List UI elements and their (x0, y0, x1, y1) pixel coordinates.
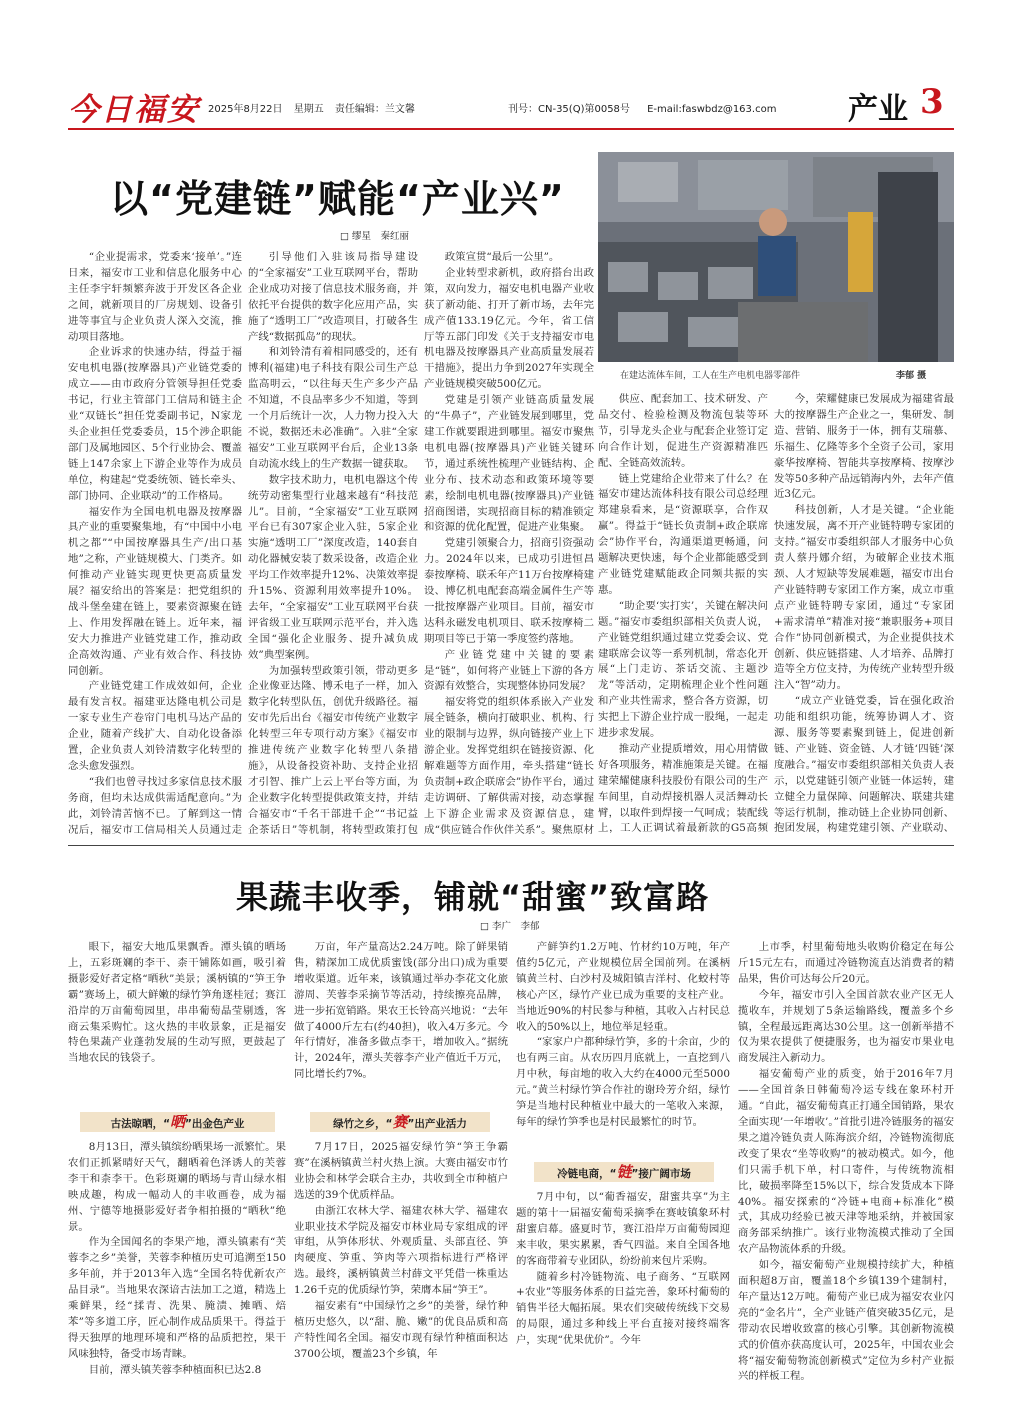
article2-column-3a (516, 940, 730, 1155)
paragraph: 福安素有“中国绿竹之乡”的美誉，绿竹种植历史悠久，以“甜、脆、嫩”的优良品质和高产特性闻名全国。福安市现有绿竹种植面积达3700公顷，覆盖23个乡镇，年 (294, 1300, 508, 1360)
article2-column-1a (68, 940, 286, 1100)
article1-column-2 (248, 250, 418, 835)
masthead-rule (68, 128, 954, 130)
paragraph: “助企要‘实打实’，关键在解决问题。”福安市委组织部相关负责人说，产业链党组织通过建立党委会议、党建联席会议等一系列机制，常态化开展“上门走访、茶话交流、主题沙龙”等活动，定期梳理企业个性问题和产业共性需求，整合各方资源，切实把上下游企业拧成一股绳，一起走进步求发展。 (598, 599, 768, 740)
article-divider (68, 845, 954, 846)
paragraph: 目前，潭头镇芙蓉李种植面积已达2.8 (88, 1363, 262, 1376)
subhead-key-char: 链 (616, 1163, 632, 1181)
article1-column-1 (68, 250, 242, 835)
paragraph: 随着乡村冷链物流、电子商务、“互联网+农业”等服务体系的日益完善，象环村葡萄的销售半径大幅拓展。果农们突破传统线下交易的局限，通过多种线上平台直接对接终端客户，实现“优果优价”。今年 (516, 1270, 730, 1347)
paragraph: 7月中旬，以“葡香福安，甜蜜共享”为主题的第十一届福安葡萄采摘季在赛岐镇象环村甜蜜启幕。盛夏时节，赛江沿岸万亩葡萄园迎来丰收，果实累累，香气四溢。来自全国各地的客商带着专业团队，纷纷前来包片采购。 (516, 1191, 730, 1267)
paragraph: “企业提需求，党委来‘接单’。”连日来，福安市工业和信息化服务中心主任李宇轩频繁奔波于开发区各企业之间，就新项目的厂房规划、设备引进等事宜与企业负责人深入交流，推动项目落地。 (68, 251, 242, 343)
paragraph: 和刘铃清有着相同感受的，还有博利(福建)电子科技有限公司生产总监高明云，“以往每天生产多少产品不知道，不良品率多少不知道，等到一个月后统计一次，人力物力投入大不说，数据还未必准确”。入驻“全家福安”工业互联网平台后，企业13条自动流水线上的生产数据一键获取。 (248, 346, 418, 470)
paragraph: 供应、配套加工、技术研发、产品交付、检验检测及物流包装等环节，引导龙头企业与配套企业签订定向合作计划，促进生产资源精准匹配、全链高效流转。 (598, 393, 768, 469)
paragraph: 企业诉求的快速办结，得益于福安电机电器(按摩器具)产业链党委的成立——由市政府分管领导担任党委书记，行业主管部门工信局和链主企业“双链长”担任党委副书记，N家龙头企业担任党委委员，15个涉企职能部门及属地园区、5个行业协会、覆盖链上147余家上下游企业等作为成员单位，构建起“党委统领、链长牵头、部门协同、企业联动”的工作格局。 (68, 346, 242, 502)
paragraph: 今年，福安市引入全国首款农业产区无人揽收车，并规划了5条运输路线，覆盖多个乡镇，全程最远距离达30公里。这一创新举措不仅为果农提供了便捷服务，也为福安市果业电商发展注入新动力。 (738, 988, 954, 1065)
paragraph: 福安将党的组织体系嵌入产业发展全链条，横向打破职业、机构、行业的限制与边界，纵向链接产业上下游企业。发挥党组织在链接资源、化解难题等方面作用，牵头搭建“链长负责制+政企联席会”协作平台，通过走访调研、了解供需对接，动态掌握上下游企业需求及资源信息，建成“供应链合作伙伴关系”。聚焦原材 (424, 696, 594, 835)
article2-title: 果蔬丰收季，铺就“甜蜜”致富路 (236, 878, 710, 916)
paragraph: 作为全国闻名的李果产地，潭头镇素有“芙蓉李之乡”美誉，芙蓉李种植历史可追溯至150多年前，并于2013年入选“全国名特优新农产品目录”。当地果农深谙古法加工之道，精选上乘鲜果，经“揉青、洗果、腌渍、摊晒、焙苯”等多道工序，匠心制作成品质果干。得益于得天独厚的地理环境和严格的品质把控，果干风味独特，备受市场青睐。 (68, 1236, 286, 1360)
article1-column-5 (774, 392, 954, 835)
paragraph: 产鲜笋约1.2万吨、竹材约10万吨，年产值约5亿元，产业规模位居全国前列。在溪柄镇黄兰村、白沙村及城阳镇吉洋村、化蛟村等核心产区，绿竹产业已成为重要的支柱产业。当地近90%的村民参与种植，其收入占村民总收入的50%以上，地位举足轻重。 (516, 941, 730, 1033)
paragraph: 党建引领聚合力，招商引资强动力。2024年以来，已成功引进恒昌泰按摩椅、联禾年产11万台按摩椅建设、博亿机电配套高端金属件生产等一批按摩器产业项目。目前，福安市达科永磁发电机项目、联禾按摩椅二期项目等已于第一季度签约落地。 (424, 537, 594, 645)
factory-photo (598, 152, 954, 362)
factory-photo-illustration (598, 152, 954, 362)
masthead (68, 82, 954, 128)
paragraph: 7月17日，2025福安绿竹笋“笋王争霸赛”在溪柄镇黄兰村火热上演。大赛由福安市竹业协会和林学会联合主办，共收到全市种植户选送的39个优质样品。 (294, 1141, 508, 1201)
paragraph: 数字技术助力，电机电器这个传统劳动密集型行业越来越有“科技范儿”。目前，“全家福安”工业互联网平台已有307家企业入驻，5家企业实施“透明工厂”深度改造，140套自动化器械安装了数采设备，改造企业平均工作效率提升12%、决策效率提升15%、资源利用效率提升10%。去年，“全家福安”工业互联网平台获评省级工业互联网示范平台，并入选全国“强化企业服务、提升减负成效”典型案例。 (248, 473, 418, 661)
paragraph: “家家户户都种绿竹笋，多的十余亩，少的也有两三亩。从农历四月底就上，一直挖到八月中秋，每亩地的收入大约在4000元至5000元。”黄兰村绿竹笋合作社的谢玲芳介绍，绿竹笋是当地村民种植业中最大的一笔收入来源，每年的绿竹笋季也是村民最繁忙的时节。 (516, 1036, 730, 1128)
article2-byline: □ 李广 李郁 (480, 921, 540, 932)
paragraph: 推动产业提质增效，用心用情做好各项服务，精准施策是关键。在福建荣耀健康科技股份有限公司的生产车间里，自动焊接机器人灵活舞动长臂，以取件到焊接一气呵成；装配线上，工人正调试着最新款的G5高频 (598, 742, 768, 835)
issue-date: 2025年8月22日 (208, 104, 283, 115)
article2-column-2b (294, 1140, 508, 1410)
page-number: 3 (920, 82, 944, 122)
issue-info (208, 100, 423, 115)
paragraph: 万亩，年产量高达2.24万吨。除了鲜果销售，精深加工成优质蜜饯(部分出口)成为重要增收渠道。近年来，该镇通过举办李花文化旅游周、芙蓉李采摘节等活动，持续擦亮品牌，进一步拓宽销路。果农王长铃高兴地说：“去年做了4000斤左右(约40担)，收入4万多元。今年行情好，准备多做点李干，增加收入。”据统计，2024年，潭头芙蓉李产业产值近千万元，同比增长约7%。 (294, 941, 508, 1081)
paragraph: 党建是引领产业链高质量发展的“牛鼻子”，产业链发展到哪里，党建工作就要跟进到哪里。福安市聚焦电机电器(按摩器具)产业链关键环节，通过系统性梳理产业链结构、企业分布、技术动态和政策环境等要素，绘制电机电器(按摩器具)产业链招商图谱，实现招商目标的精准锁定和资源的优化配置，促进产业集聚。 (424, 394, 594, 534)
paragraph: 链上党建给企业带来了什么？在福安市建达流体科技有限公司总经理郑建泉看来，是“资源联享，合作双赢”。得益于“链长负责制+政企联席会”协作平台，沟通渠道更畅通，问题解决更快速，每个企业都能感受到产业链党建赋能政企同频共振的实惠。 (598, 472, 768, 596)
paragraph: “我们也曾寻找过多家信息技术服务商，但均未达成供需适配意向。”为此，刘铃清苦恼不已。了解到这一情况后，福安市工信局相关人员通过走 (68, 775, 242, 835)
subhead-key-char: 赛 (392, 1113, 408, 1131)
section-name: 产业 (848, 92, 908, 127)
paragraph: 为加强转型政策引领，带动更多企业像亚达隆、博禾电子一样，加入数字化转型队伍，创优升级路径。福安市先后出台《福安市传统产业数字化转型三年专项行动方案》《福安市推进传统产业数字化转型八条措施》，从设备投资补助、支持企业招才引智、推广上云上平台等方面，为企业数字化转型提供政策支持，并结合福安市“千名干部进千企”“书记益企茶话日”等机制，将转型政策打包 (248, 664, 418, 835)
paragraph: “成立产业链党委，旨在强化政治功能和组织功能，统筹协调人才、资源、服务等要素聚到链上，促进创新链、产业链、资金链、人才链‘四链’深度融合。”福安市委组织部相关负责人表示，以党建链引领产业链一体运转，建立健全力量保障、问题解决、联建共建等运行机制，推动链上企业协同创新、抱团发展，构建党建引领、产业联动、 (774, 695, 954, 835)
paragraph: 眼下，福安大地瓜果飘香。潭头镇的晒场上，五彩斑斓的李干、柰干铺陈如画，吸引着摄影爱好者定格“晒秋”美景；溪柄镇的“笋王争霸”赛场上，硕大鲜嫩的绿竹笋角逐桂冠；赛江沿岸的万亩葡萄园里，串串葡萄晶莹剔透，客商云集采购忙。这火热的丰收景象，正是福安特色果蔬产业蓬勃发展的生动写照，更鼓起了当地农民的钱袋子。 (68, 941, 286, 1065)
article2-column-4 (738, 940, 954, 1410)
article2-column-3b (516, 1190, 730, 1410)
paragraph: 由浙江农林大学、福建农林大学、福建农业职业技术学院及福安市林业局专家组成的评审组，从笋体形状、外观质量、头部直径、笋肉硬度、笋重、笋肉等六项指标进行严格评选。最终，溪柄镇黄兰村薛文平凭借一株重达1.26千克的优质绿竹笋，荣膺本届“笋王”。 (294, 1204, 508, 1297)
article2-column-2a (294, 940, 508, 1100)
subhead-sun-drying: 古法晾晒，“晒”出金色产业 (80, 1112, 275, 1132)
paragraph: 政策宣贯“最后一公里”。 (444, 251, 560, 263)
paragraph: 科技创新，人才是关键。“企业能快速发展，离不开产业链特聘专家团的支持。”福安市委组织部人才服务中心负责人蔡丹娜介绍，为破解企业技术瓶颈、人才短缺等发展难题，福安市出台产业链特聘专家团工作方案，成立市重点产业链特聘专家团，通过“专家团+需求清单”精准对接“兼职服务+项目合作”协同创新模式，为企业提供技术创新、供应链搭建、人才培养、品牌打造等全方位支持，为传统产业转型升级注入“智”动力。 (774, 504, 954, 692)
editor-credit: 责任编辑：兰文馨 (334, 104, 415, 115)
paragraph: 今，荣耀健康已发展成为福建省最大的按摩器生产企业之一，集研发、制造、营销、服务于一体，拥有艾瑞慕、乐福生、亿隆等多个全资子公司，家用豪华按摩椅、智能共享按摩椅、按摩沙发等50多种产品远销海内外，去年产值近3亿元。 (774, 393, 954, 501)
newspaper-logo: 今日福安 (68, 92, 200, 128)
issn-number: 刊号：CN-35(Q)第0058号 (508, 104, 630, 115)
article1-title: 以“党建链”赋能“产业兴” (110, 177, 565, 221)
article1-column-4 (598, 392, 768, 835)
paragraph: 引导他们入驻该局指导建设的“全家福安”工业互联网平台，帮助企业成功对接了信息技术服务商，并依托平台提供的数字化应用产品，实施了“透明工厂”改造项目，打破各生产线“数据孤岛”的现状。 (248, 251, 418, 343)
photo-credit: 李郁 摄 (896, 371, 927, 381)
contact-email[interactable]: E-mail:faswbdz@163.com (647, 104, 777, 115)
paragraph: 8月13日，潭头镇缤纷晒果场一派繁忙。果农们正抓紧晴好天气，翻晒着色泽诱人的芙蓉李干和柰李干。色彩斑斓的晒场与青山绿水相映成趣，构成一幅动人的丰收画卷，成为福州、宁德等地摄影爱好者争相拍摄的“晒秋”绝景。 (68, 1141, 286, 1233)
article1-column-3 (424, 250, 594, 835)
article2-column-1b (68, 1140, 286, 1410)
publication-info (508, 100, 790, 115)
paragraph: 如今，福安葡萄产业规模持续扩大，种植面积超8万亩，覆盖18个乡镇139个建制村，年产量达12万吨。葡萄产业已成为福安农业闪亮的“金名片”，全产业链产值突破35亿元，是带动农民增收致富的核心引擎。其创新物流模式的价值亦获高度认可，2025年，中国农业会将“福安葡萄物流创新模式”定位为乡村产业振兴的样板工程。 (738, 1259, 954, 1383)
paragraph: 产业链党建工作成效如何，企业最有发言权。福建亚达隆电机公司是一家专业生产卷帘门电机马达产品的企业，随着产线扩大、自动化设备添置，企业负责人刘铃清数字化转型的念头愈发强烈。 (68, 680, 242, 772)
paragraph: 产业链党建中关键的要素是“链”，如何将产业链上下游的各方资源有效整合，实现整体协同发展？ (424, 648, 594, 693)
subhead-bamboo: 绿竹之乡，“赛”出产业活力 (310, 1112, 490, 1132)
paragraph: 福安作为全国电机电器及按摩器具产业的重要聚集地，有“中国中小电机之都”“中国按摩器具生产/出口基地”之称，产业链规模大、门类齐。如何推动产业链实现更快更高质量发展？福安给出的答案是：把党组织的战斗堡垒建在链上，要素资源聚在链上、作用发挥融在链上。近年来，福安大力推进产业链党建工作，推动政企高效沟通、产业有效合作、科技协同创新。 (68, 505, 242, 677)
paragraph: 福安葡萄产业的质变，始于2016年7月——全国首条日韩葡萄冷运专线在象环村开通。“自此，福安葡萄真正打通全国销路，果农全面实现’一年增收’。”首批引进冷链服务的福安果之道冷链负责人陈海滨介绍，冷链物流彻底改变了果农“坐等收购”的被动模式。如今，他们只需手机下单，村口寄件，与传统物流相比，破损率降至15%以下，综合发货成本下降40%。福安探索的“冷链+电商+标准化”模式，其成功经验已被天津等地采纳，并被国家商务部采纳推广。该行业物流模式推动了全国农产品物流体系的升级。 (738, 1068, 954, 1256)
issue-weekday: 星期五 (293, 104, 324, 115)
subhead-key-char: 晒 (169, 1113, 185, 1131)
paragraph: 企业转型求新机，政府搭台出政策，双向发力，福安电机电器产业收获了新动能、打开了新市场，去年完成产值133.19亿元。今年，省工信厅等五部门印发《关于支持福安市电机电器及按摩器具产业高质量发展若干措施》，提出力争到2027年实现全产业链规模突破500亿元。 (424, 266, 594, 391)
photo-caption-text: 在建达流体车间，工人在生产电机电器零部件 (620, 371, 801, 381)
subhead-cold-chain: 冷链电商，“链”接广阔市场 (534, 1162, 714, 1182)
article1-byline: □ 缪星 秦红丽 (340, 231, 409, 242)
paragraph: 上市季，村里葡萄地头收购价稳定在每公斤15元左右，而通过冷链物流直达消费者的精品果，售价可达每公斤20元。 (738, 941, 954, 985)
